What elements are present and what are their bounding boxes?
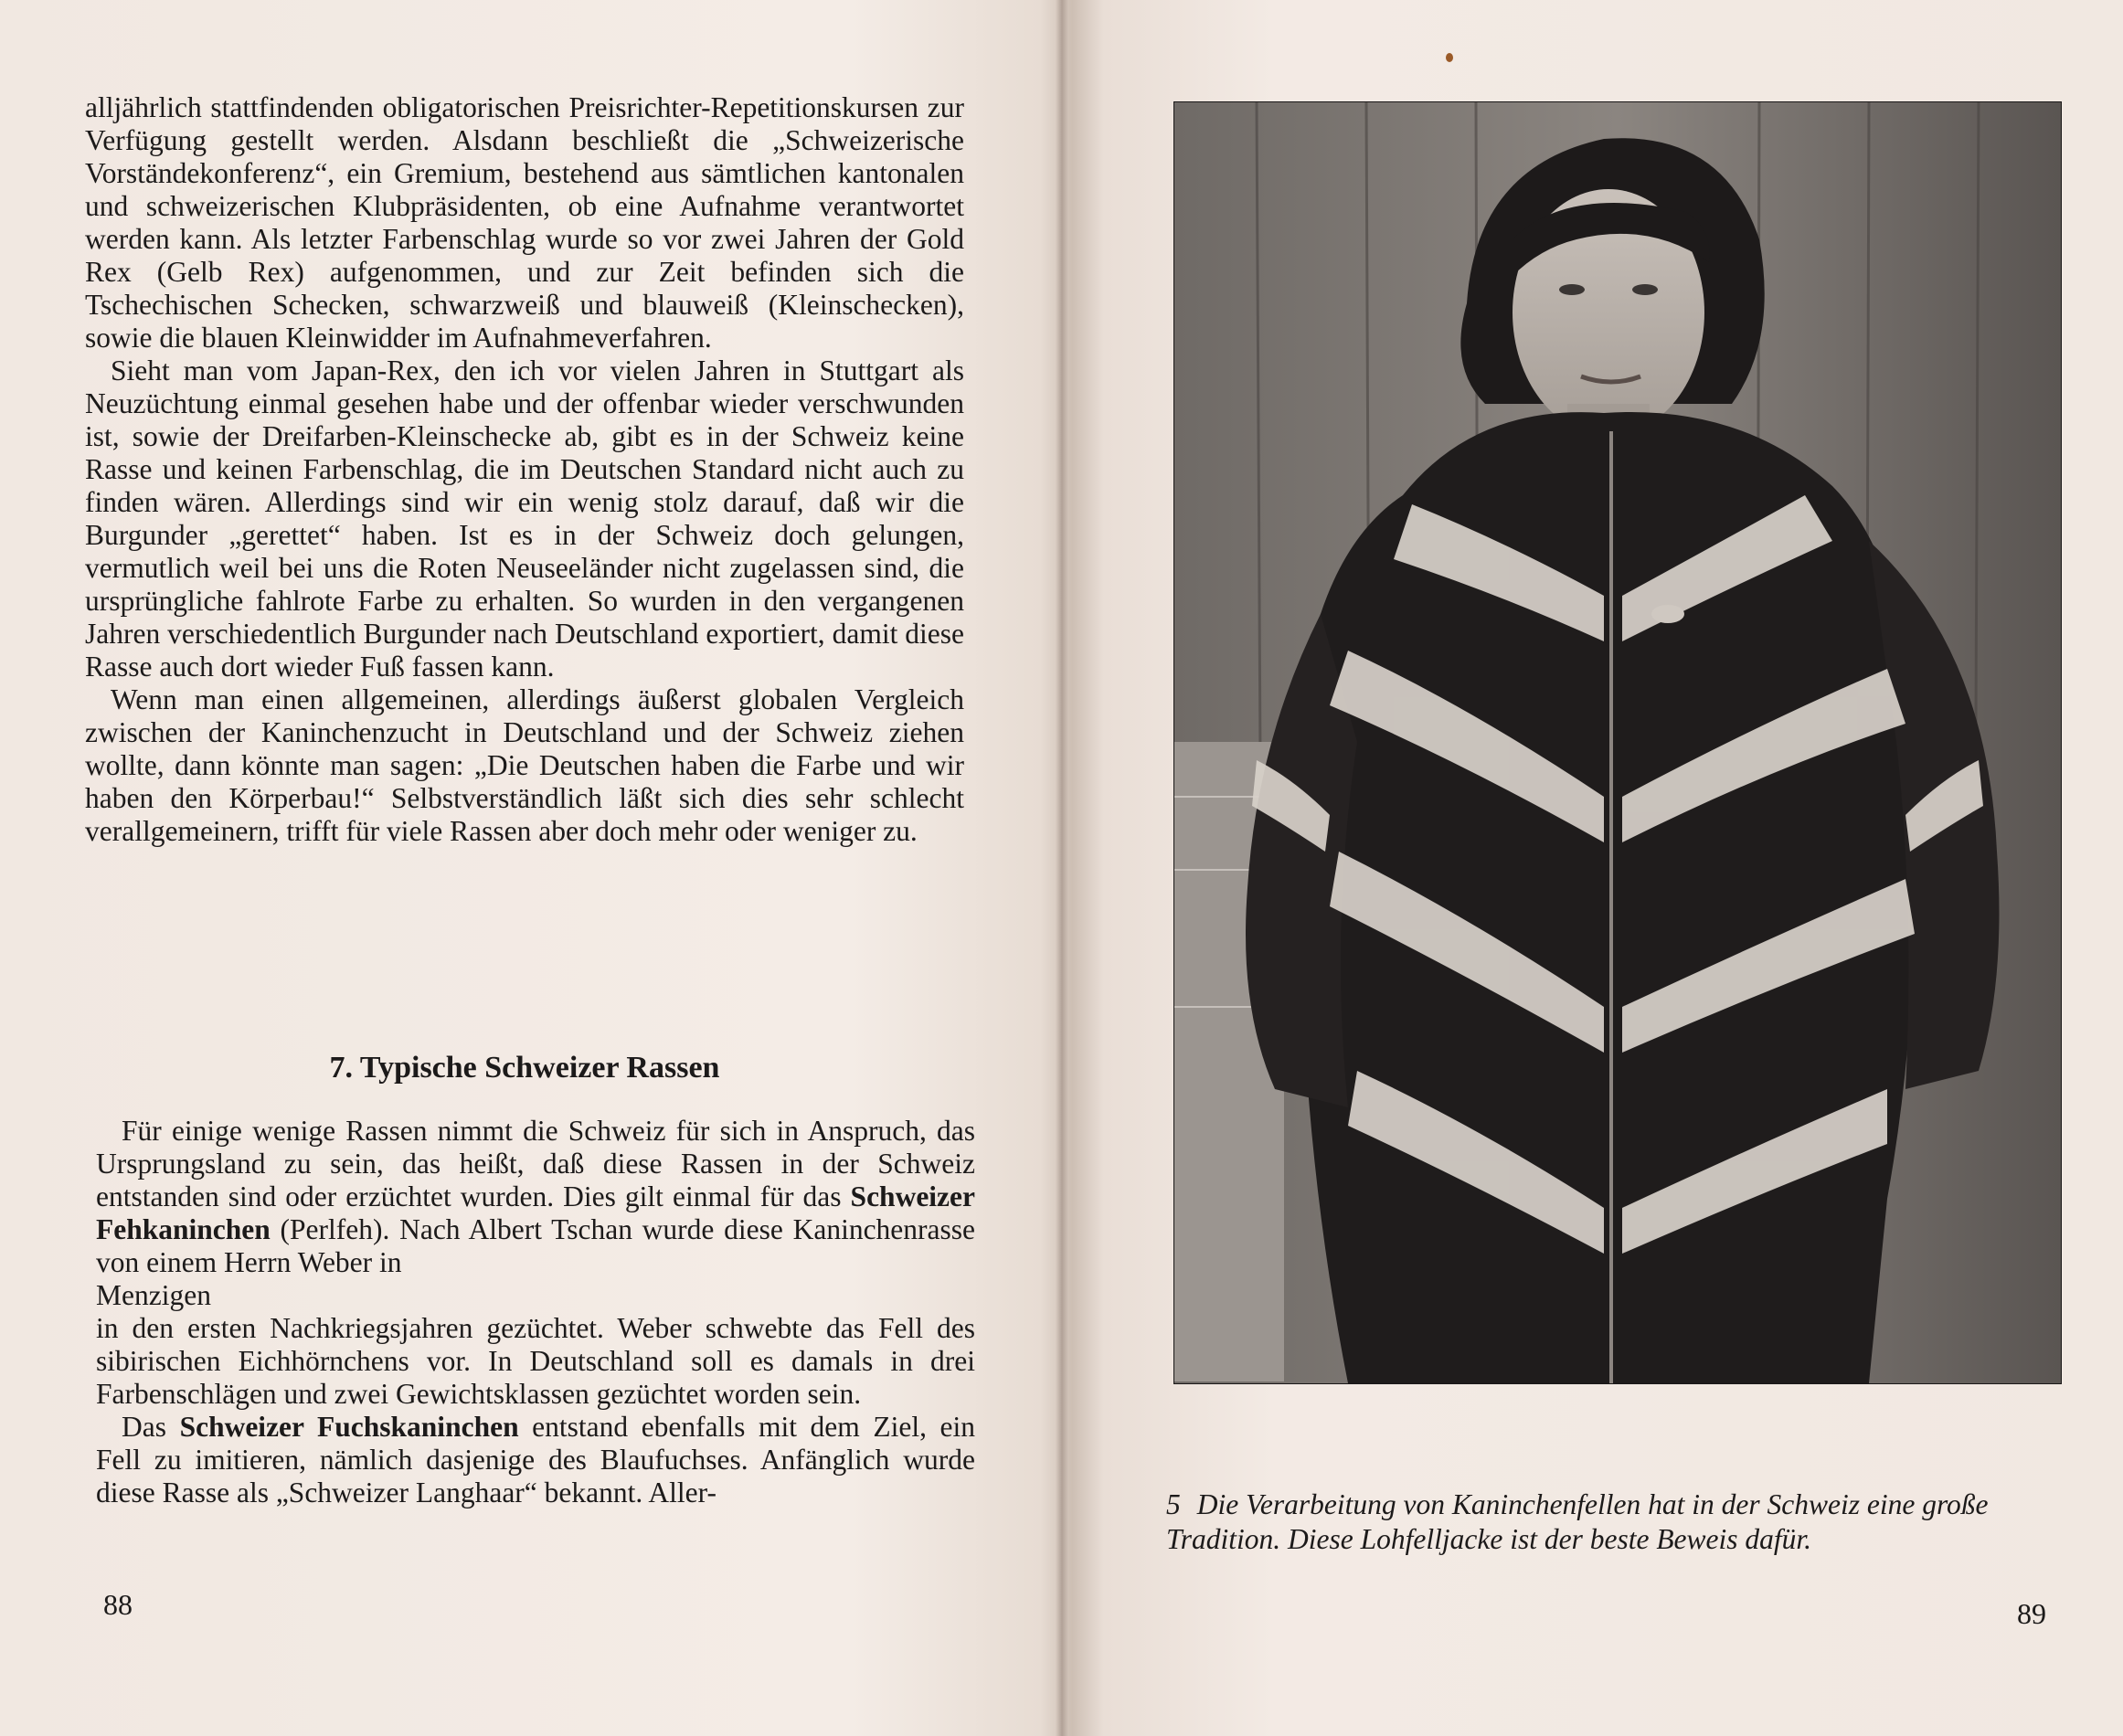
text-run: entstand ebenfalls mit dem Ziel, ein Fell zu imitieren, nämlich dasjenige des Blaufuchses. Anfänglich wurde diese Rasse als „Schweizer Langhaar“ bekannt. Aller- bbox=[96, 1411, 975, 1508]
left-page-text bbox=[85, 91, 964, 848]
page-number: 89 bbox=[2017, 1597, 2046, 1630]
bold-term: Schweizer Fuchskaninchen bbox=[179, 1411, 519, 1443]
section-heading: 7. Typische Schweizer Rassen bbox=[329, 1051, 720, 1085]
caption-text: Die Verarbeitung von Kaninchenfellen hat in der Schweiz eine große Tradition. Diese Lohfelljacke ist der beste Beweis dafür. bbox=[1166, 1488, 1989, 1555]
paragraph bbox=[96, 1411, 975, 1509]
paragraph: alljährlich stattfindenden obligatorischen Preisrichter-Repetitionskursen zur Verfügung gestellt werden. Alsdann beschließt die „Schweizerische Vorständekonferenz“, ein Gremium, bestehend aus sämtlichen kantonalen und schweizerischen Klubpräsidenten, ob eine Aufnahme verantwortet werden kann. Als letzter Farbenschlag wurde so vor zwei Jahren der Gold Rex (Gelb Rex) aufgenommen, und zur Zeit befinden sich die Tschechischen Schecken, schwarzweiß und blauweiß (Kleinschecken), sowie die blauen Kleinwidder im Aufnahmeverfahren. bbox=[85, 91, 964, 354]
left-page bbox=[0, 0, 1060, 1736]
paragraph: Sieht man vom Japan-Rex, den ich vor vielen Jahren in Stuttgart als Neuzüchtung einmal gesehen habe und der offenbar wieder verschwunden ist, sowie der Dreifarben-Kleinschecke ab, gibt es in der Schweiz keine Rasse und keinen Farbenschlag, die im Deutschen Standard nicht auch zu finden wären. Allerdings sind wir ein wenig stolz darauf, daß wir die Burgunder „gerettet“ haben. Ist es in der Schweiz doch gelungen, vermutlich weil bei uns die Roten Neuseeländer nicht zugelassen sind, die ursprüngliche fahlrote Farbe zu erhalten. So wurden in den vergangenen Jahren verschiedentlich Burgunder nach Deutschland exportiert, damit diese Rasse auch dort wieder Fuß fassen kann. bbox=[85, 355, 964, 683]
caption-number: 5 bbox=[1166, 1488, 1181, 1520]
bold-term: Schweizer Fehkaninchen bbox=[96, 1180, 975, 1245]
paragraph: Wenn man einen allgemeinen, allerdings äußerst globalen Vergleich zwischen der Kaninchenzucht in Deutschland und der Schweiz ziehen wollte, dann könnte man sagen: „Die Deutschen haben die Farbe und wir haben den Körperbau!“ Selbstverständlich läßt sich dies sehr schlecht verallgemeinern, trifft für viele Rassen aber doch mehr oder weniger zu. bbox=[85, 683, 964, 847]
section-text bbox=[96, 1115, 975, 1509]
text-run: Das bbox=[122, 1411, 180, 1443]
paragraph: in den ersten Nachkriegsjahren gezüchtet. Weber schwebte das Fell des sibirischen Eichhörnchens vor. In Deutschland soll es damals in drei Farbenschlägen und zwei Gewichtsklassen gezüchtet worden sein. bbox=[96, 1312, 975, 1410]
figure-caption bbox=[1166, 1487, 2071, 1557]
photo-woman-fur-jacket bbox=[1174, 102, 2061, 1383]
paragraph bbox=[96, 1115, 975, 1279]
text-line: Menzigen bbox=[96, 1279, 211, 1311]
page-number: 88 bbox=[103, 1588, 133, 1621]
text-run: Für einige wenige Rassen nimmt die Schweiz für sich in Anspruch, das Ursprungsland zu sein, das heißt, daß diese Rassen in der Schweiz entstanden sind oder erzüchtet wurden. Dies gilt einmal für das bbox=[96, 1115, 975, 1212]
text-run: (Perlfeh). Nach Albert Tschan wurde diese Kaninchenrasse von einem Herrn Weber in bbox=[96, 1213, 975, 1278]
paper-stain bbox=[1446, 53, 1453, 62]
